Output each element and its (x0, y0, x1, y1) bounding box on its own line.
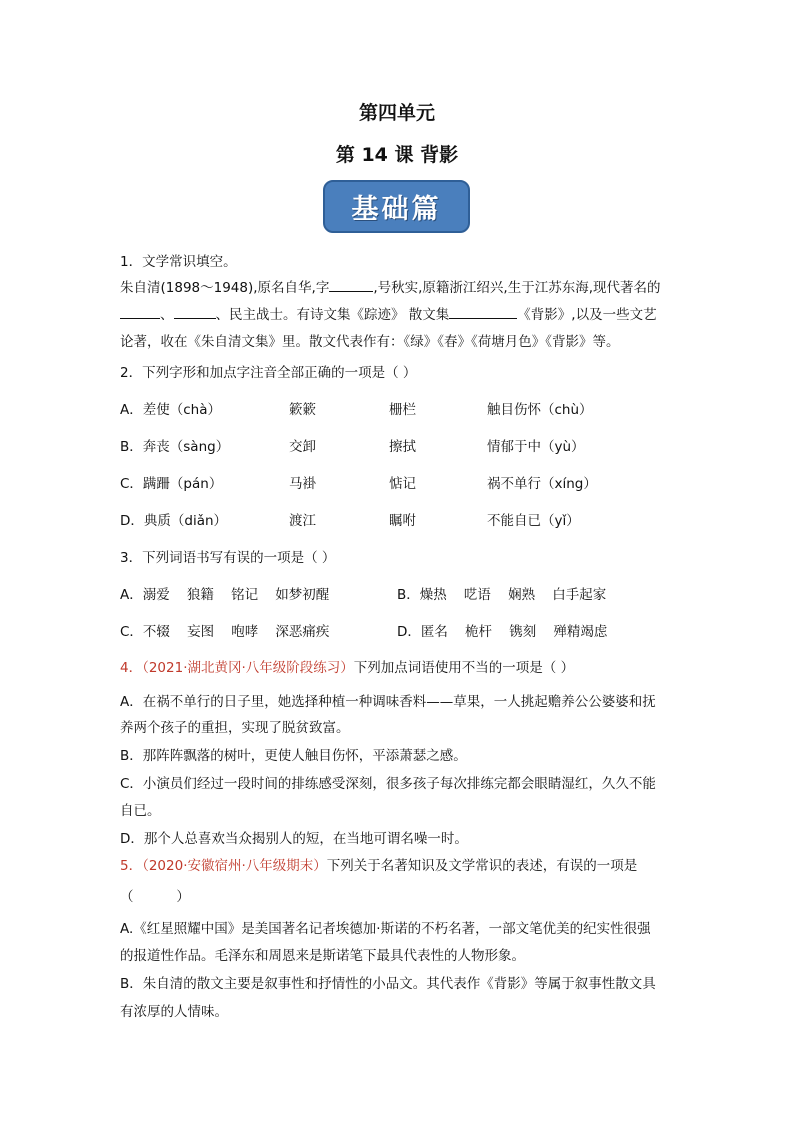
q1-blank-2 (120, 304, 160, 319)
q2-option-b-word: 交卸 (289, 439, 316, 455)
q3-option-d: D．匿名 桅杆 镌刻 殚精竭虑 (397, 624, 608, 640)
q2-option-d-word: D．典质（diǎn） (120, 513, 228, 529)
q5-line: B．朱自清的散文主要是叙事性和抒情性的小品文。其代表作《背影》等属于叙事性散文具 (120, 976, 656, 992)
q2-option-c-word: 祸不单行（xíng） (487, 476, 597, 492)
q4-line: D．那个人总喜欢当众揭别人的短，在当地可谓名噪一时。 (120, 831, 468, 847)
q4-line: A．在祸不单行的日子里，她选择种植一种调味香料——草果，一人挑起赡养公公婆婆和抚 (120, 694, 656, 710)
q3-option-b: B．燥热 呓语 娴熟 白手起家 (397, 587, 607, 603)
q3-option-c: C．不辍 妄图 咆哮 深恶痛疾 (120, 624, 330, 640)
q1-line1 (120, 276, 661, 296)
q1-line1-text-b: ,号秋实,原籍浙江绍兴,生于江苏东海,现代著名的 (373, 280, 661, 296)
q4-line: 自已。 (120, 803, 161, 819)
q5-source: （2020·安徽宿州·八年级期末） (142, 858, 327, 874)
q5-line: 的报道性作品。毛泽东和周恩来是斯诺笔下最具代表性的人物形象。 (120, 948, 525, 964)
q1-line2-text-b: 、民主战士。有诗文集《踪迹》 散文集 (215, 307, 450, 323)
q1-line3: 论著，收在《朱自清文集》里。散文代表作有：《绿》《春》《荷塘月色》《背影》等。 (120, 334, 620, 350)
q5-line: 有浓厚的人情味。 (120, 1004, 228, 1020)
q1-blank-4 (449, 304, 517, 319)
q4-line: C．小演员们经过一段时间的排练感受深刻，很多孩子每次排练完都会眼睛湿红，久久不能 (120, 776, 656, 792)
q1-line2-text-a: 、 (160, 307, 174, 323)
q2-option-c-word: C．蹒跚（pán） (120, 476, 223, 492)
q1-line2-text-c: 《背影》,以及一些文艺 (517, 307, 657, 323)
q2-option-b-word: 情郁于中（yù） (487, 439, 585, 455)
q3-title: 3．下列词语书写有误的一项是（ ） (120, 550, 336, 566)
q2-option-a-word: 簌簌 (289, 402, 316, 418)
q1-blank-1 (329, 277, 373, 292)
q1-blank-3 (174, 304, 216, 319)
q1-line1-text-a: 朱自清(1898～1948),原名自华,字 (120, 280, 330, 296)
section-badge-label: 基础篇 (351, 194, 442, 225)
q4-line: 养两个孩子的重担，实现了脱贫致富。 (120, 720, 350, 736)
section-badge (323, 180, 470, 233)
q5-title: 下列关于名著知识及文学常识的表述，有误的一项是 (326, 858, 638, 874)
q3-option-a: A．溺爱 狼籍 铭记 如梦初醒 (120, 587, 330, 603)
q5-header (120, 854, 637, 874)
q4-title: 下列加点词语使用不当的一项是（ ） (353, 660, 575, 676)
q5-paren: （ ） (120, 889, 190, 905)
q2-option-c-word: 惦记 (389, 476, 416, 492)
lesson-title: 第 14 课 背影 (335, 144, 459, 166)
q2-option-c-word: 马褂 (289, 476, 316, 492)
q1-title: 1．文学常识填空。 (120, 254, 237, 270)
q2-option-a-word: 栅栏 (389, 402, 416, 418)
q4-line: B．那阵阵飘落的树叶，更使人触目伤怀，平添萧瑟之感。 (120, 748, 467, 764)
q2-option-b-word: B．奔丧（sàng） (120, 439, 230, 455)
q4-header (120, 656, 574, 676)
q1-line2 (120, 303, 657, 323)
q2-option-a-word: A．差使（chà） (120, 402, 221, 418)
q2-option-d-word: 不能自已（yǐ） (487, 513, 580, 529)
q5-number: 5． (120, 858, 143, 874)
q5-line: A.《红星照耀中国》是美国著名记者埃德加·斯诺的不朽名著，一部文笔优美的纪实性很强 (120, 921, 651, 937)
q4-number: 4． (120, 660, 143, 676)
q2-option-a-word: 触目伤怀（chù） (487, 402, 593, 418)
q2-option-d-word: 渡江 (289, 513, 316, 529)
q4-source: （2021·湖北黄冈·八年级阶段练习） (142, 660, 354, 676)
q2-title: 2．下列字形和加点字注音全部正确的一项是（ ） (120, 365, 417, 381)
q2-option-b-word: 擦拭 (389, 439, 416, 455)
unit-title: 第四单元 (358, 102, 435, 124)
q2-option-d-word: 瞩咐 (389, 513, 416, 529)
